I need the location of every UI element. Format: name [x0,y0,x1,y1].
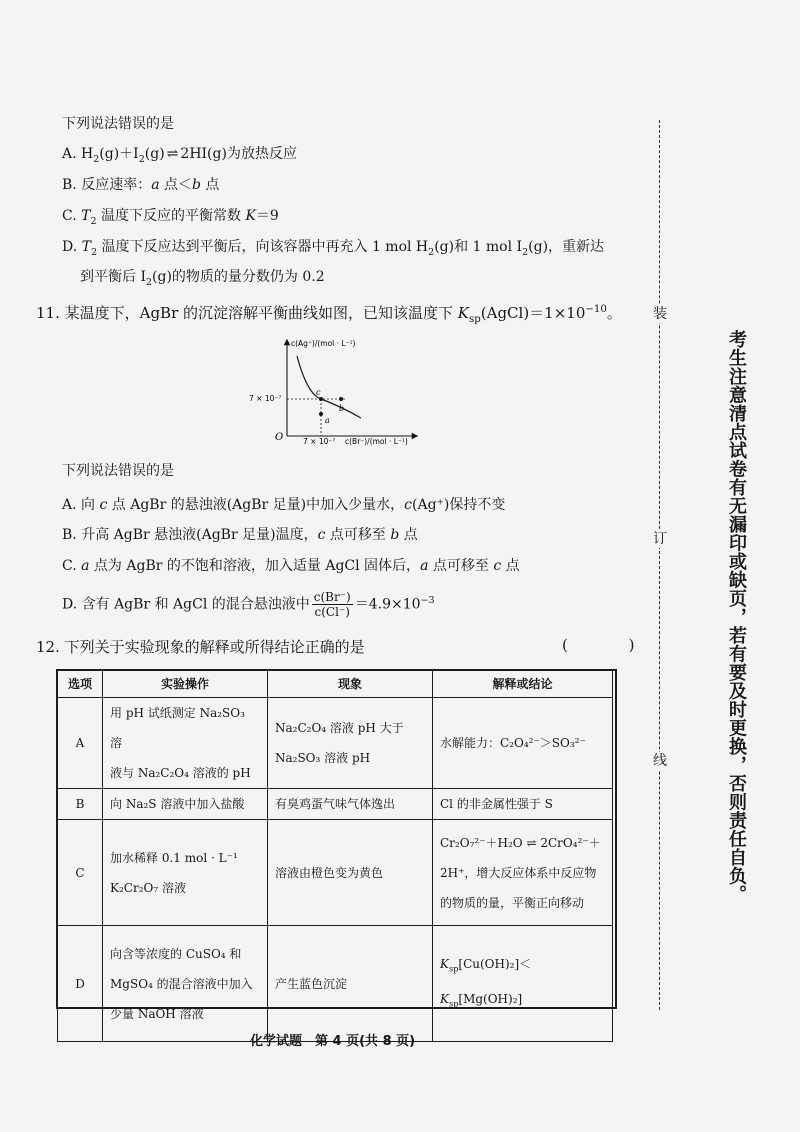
q10-option-d: D. $T_2$ 温度下反应达到平衡后，向该容器中再充入 1 mol $H_2(g)$和 1 mol $I_2(g)$，重新达 [62,239,605,258]
q11-stem: 11. 某温度下，AgBr 的沉淀溶解平衡曲线如图，已知该温度下 $K_{sp}(AgCl)=1\times 10^{-10}$。 [36,304,622,325]
row-option: B [58,789,103,820]
x-tick-label: 7 × 10⁻⁷ [303,437,336,446]
binding-dashed-line [659,120,660,1010]
row-phenomenon: 溶液由橙色变为黄色 [268,820,433,926]
row-operation: 向 Na₂S 溶液中加入盐酸 [103,789,268,820]
q10-option-a: A. $H_2(g)+I_2(g)$ ⇌ 2HI(g)为放热反应 [62,146,297,165]
row-operation: 用 pH 试纸测定 Na₂SO₃ 溶 液与 Na₂C₂O₄ 溶液的 pH [103,698,268,789]
page-footer: 化学试题 第 4 页(共 8 页) [250,1034,416,1049]
q11-sub-stem: 下列说法错误的是 [62,463,174,479]
q11-option-b: B. 升高 AgBr 悬浊液(AgBr 足量)温度，c 点可移至 b 点 [62,527,418,543]
row-phenomenon: Na₂C₂O₄ 溶液 pH 大于 Na₂SO₃ 溶液 pH [268,698,433,789]
header-operation: 实验操作 [103,671,268,698]
y-tick-label: 7 × 10⁻⁷ [249,394,282,403]
point-c-label: c [316,388,321,397]
row-option: A [58,698,103,789]
point-b-marker [339,397,343,401]
table-header-row [58,671,613,698]
point-c [319,397,323,401]
table-row [58,698,613,789]
q11-option-d: D. 含有 AgBr 和 AgCl 的混合悬浊液中 $\frac{c(Br^-)}{c(Cl^-)}$ $=4.9\times 10^{-3}$ [62,590,435,619]
q10-stem: 下列说法错误的是 [62,116,174,132]
row-operation: 向含等浓度的 CuSO₄ 和 MgSO₄ 的混合溶液中加入 少量 NaOH 溶液 [103,926,268,1042]
header-option: 选项 [58,671,103,698]
row-phenomenon: 有臭鸡蛋气味气体逸出 [268,789,433,820]
header-conclusion: 解释或结论 [433,671,613,698]
row-option: C [58,820,103,926]
equilibrium-arrow-icon: ⇌ [166,146,179,162]
answer-blank: ( ) [562,636,663,654]
row-phenomenon: 产生蓝色沉淀 [268,926,433,1042]
q12-stem: 12. 下列关于实验现象的解释或所得结论正确的是 [36,638,365,656]
binding-mark-ding: 订 [653,531,667,547]
q10-option-c: C. $T_2$ 温度下反应的平衡常数 K＝9 [62,208,279,227]
precipitation-equilibrium-graph [245,336,425,448]
x-axis-label: c(Br⁻)/(mol · L⁻¹) [345,437,408,446]
row-conclusion: 水解能力：C₂O₄²⁻＞SO₃²⁻ [433,698,613,789]
q11-option-a: A. 向 c 点 AgBr 的悬浊液(AgBr 足量)中加入少量水，c(Ag⁺)保持不变 [62,497,506,513]
table-row [58,926,613,1042]
binding-mark-xian: 线 [653,753,667,769]
q10-option-b: B. 反应速率：a 点＜b 点 [62,177,220,193]
point-a [319,412,323,416]
q11-option-c: C. a 点为 AgBr 的不饱和溶液，加入适量 AgCl 固体后，a 点可移至 c 点 [62,558,520,574]
y-axis-label: c(Ag⁺)/(mol · L⁻¹) [291,339,356,348]
equilibrium-curve [297,356,361,418]
table-row [58,820,613,926]
row-conclusion: Cr₂O₇²⁻＋H₂O ⇌ 2CrO₄²⁻＋ 2H⁺，增大反应体系中反应物 的物质的量，平衡正向移动 [433,820,613,926]
header-phenomenon: 现象 [268,671,433,698]
row-conclusion: Cl 的非金属性强于 S [433,789,613,820]
point-b-label: b [339,404,345,413]
point-a-label: a [325,416,330,425]
q10-option-d-continued: 到平衡后 $I_2(g)$的物质的量分数仍为 0.2 [80,269,325,288]
concentration-ratio-fraction: $\frac{c(Br^-)}{c(Cl^-)}$ [313,590,351,619]
table-row [58,789,613,820]
binding-mark-zhuang: 装 [653,306,667,322]
row-operation: 加水稀释 0.1 mol · L⁻¹ K₂Cr₂O₇ 溶液 [103,820,268,926]
origin-label: O [275,432,284,443]
candidate-notice: 考生注意清点试卷有无漏印或缺页，若有要及时更换，否则责任自负。 [726,330,747,904]
row-conclusion: $K_{sp}[Cu(OH)_2]<$ $K_{sp}[Mg(OH)_2]$ [433,926,613,1042]
experiment-table [57,670,613,1042]
row-option: D [58,926,103,1042]
